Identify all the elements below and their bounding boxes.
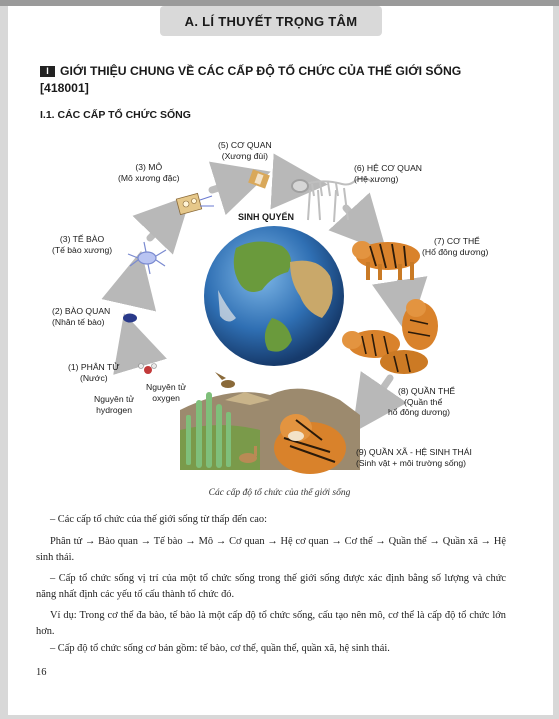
level-5-label: (5) CƠ QUAN (Xương đùi) [218,140,272,161]
section-title: GIỚI THIỆU CHUNG VỀ CÁC CẤP ĐỘ TỔ CHỨC CỦA THẾ GIỚI SỐNG [60,64,462,78]
bone-tissue-icon [176,193,214,214]
tiger-population-icon [342,299,438,374]
arrow-2-3 [130,278,135,300]
bone-cell-icon [128,242,166,274]
body-paragraph-4: Ví dụ: Trong cơ thể đa bào, tế bào là một cấp độ tổ chức sống, cấu tạo nên mô, cơ thể là cấp độ tổ chức lớn hơn. [36,610,506,637]
level-1-label: (1) PHÂN TỬ (Nước) [68,362,120,383]
arrow-7-8 [400,282,404,308]
globe-icon [204,226,344,366]
subsection-title: I.1. CÁC CẤP TỔ CHỨC SỐNG [40,109,191,121]
tiger-icon [352,241,420,280]
body-paragraph-1: – Các cấp tổ chức của thế giới sống từ thấp đến cao: [50,514,267,525]
body-paragraph-3: – Cấp tổ chức sống vị trí của một tổ chức sống trong thế giới sống được xác định bằng số lượng và chức năng nhất định các yếu tố cấu thành tổ chức đó. [36,573,506,600]
arrow-3-4 [150,215,172,238]
level-3-label: (3) TẾ BÀO (Tế bào xương) [52,234,113,255]
section-code: [418001] [40,81,89,95]
level-8-label: (8) QUẦN THỂ (Quần thể hổ đông dương) [388,386,456,417]
level-7-label: (7) CƠ THỂ (Hổ đông dương) [422,236,489,257]
level-9-label: (9) QUẦN XÃ - HỆ SINH THÁI (Sinh vật + môi trường sống) [356,447,472,468]
diagram-caption: Các cấp độ tổ chức của thế giới sống [208,488,351,498]
level-2-label: (2) BÀO QUAN (Nhân tế bào) [52,306,111,327]
ecosystem-scene [180,372,360,474]
level-4-label: (3) MÔ (Mô xương đặc) [118,162,180,183]
header-title: A. LÍ THUYẾT TRỌNG TÂM [160,6,382,36]
tiger-skeleton-icon [292,178,372,222]
water-molecule-icon [139,364,157,375]
center-label: SINH QUYỂN [238,212,295,222]
femur-icon [248,169,270,188]
level-6-label: (6) HỆ CƠ QUAN (Hệ xương) [354,163,423,184]
arrow-6-7 [346,208,368,232]
arrow-4-5 [212,180,244,190]
nucleus-icon [123,314,137,323]
body-paragraph-2: Phân tử → Bào quan → Tế bào → Mô → Cơ quan → Hệ cơ quan → Cơ thể → Quần thể → Quần xã → Hệ sinh thái. [36,536,506,563]
bird-icon [215,372,235,388]
arrow-1-2 [132,340,138,360]
hydrogen-atom-label: Nguyên tử hydrogen [94,394,135,415]
page-number: 16 [36,667,47,678]
section-number: I [40,66,55,77]
body-paragraph-5: – Cấp độ tổ chức sống cơ bản gồm: tế bào, cơ thể, quần thể, quần xã, hệ sinh thái. [50,643,390,654]
oxygen-atom-label: Nguyên tử oxygen [146,382,187,403]
